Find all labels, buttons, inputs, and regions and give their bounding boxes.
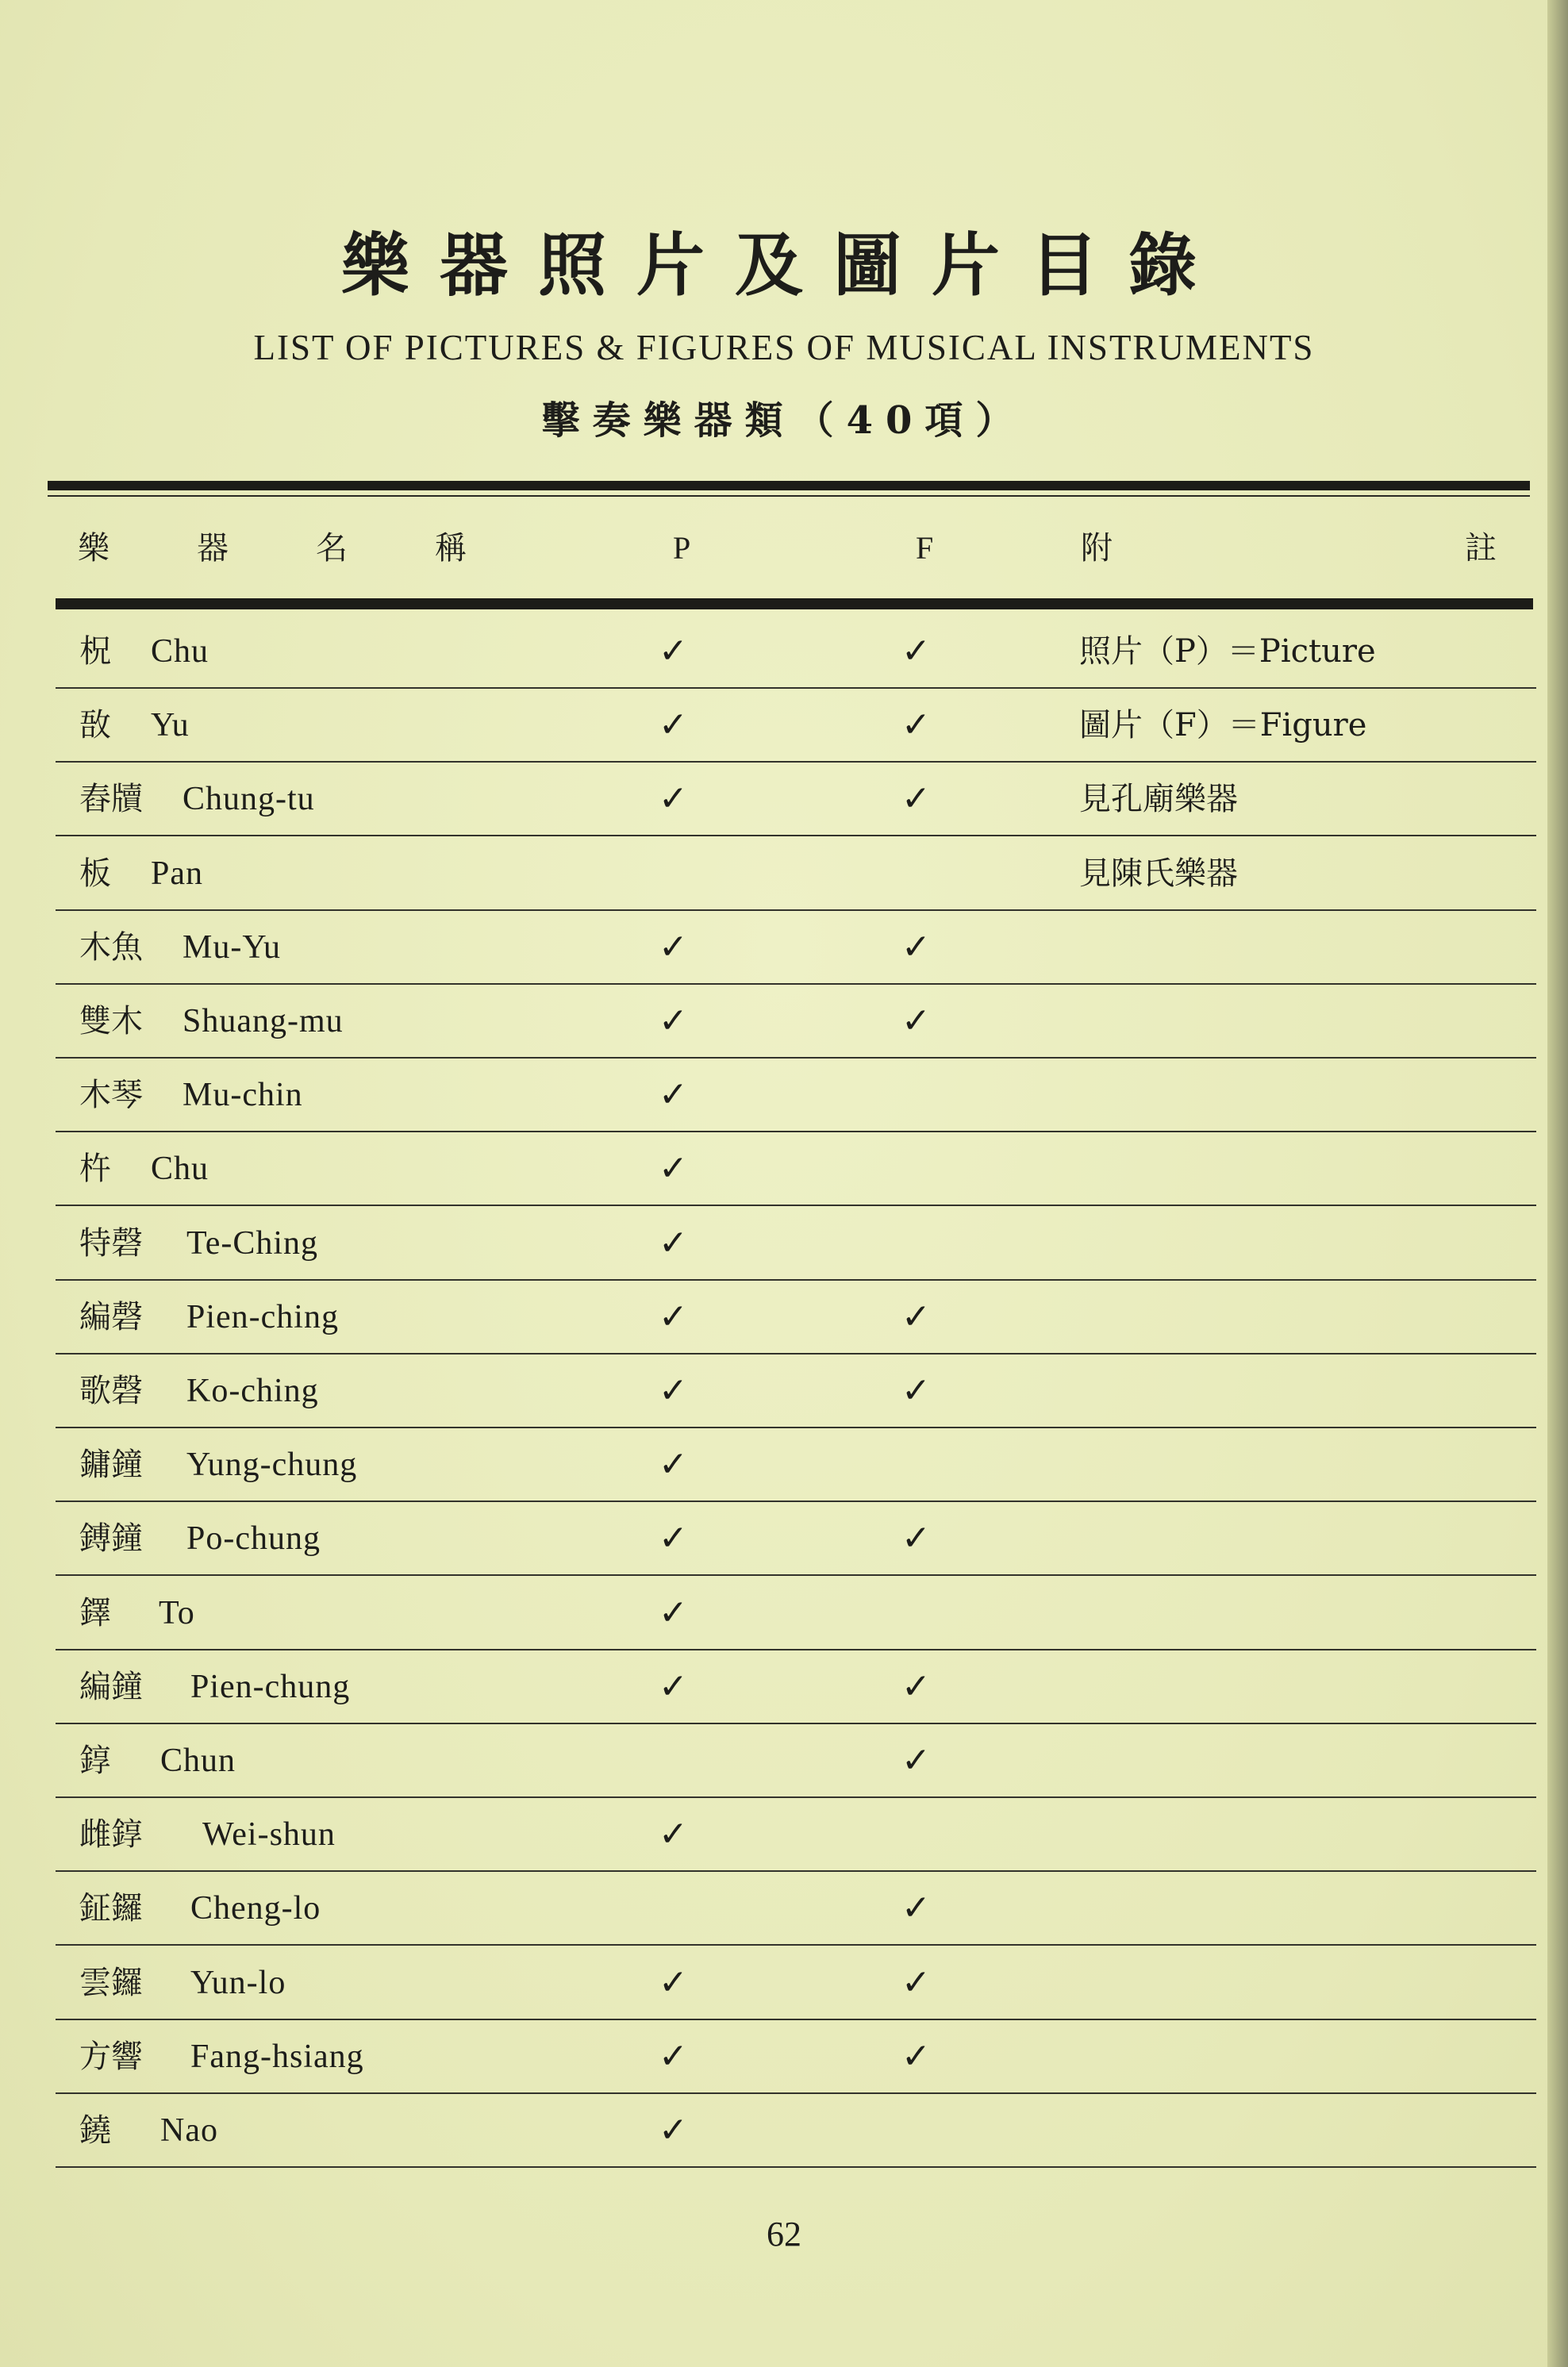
page-title-chinese: 樂器照片及圖片目錄 bbox=[341, 225, 1227, 305]
page-number: 62 bbox=[767, 2215, 801, 2254]
picture-check-mark: ✓ bbox=[659, 1001, 688, 1041]
table-row bbox=[56, 1577, 1536, 1650]
picture-check-mark: ✓ bbox=[659, 1962, 688, 2003]
figure-check-mark: ✓ bbox=[901, 926, 931, 967]
figure-check-mark: ✓ bbox=[901, 631, 931, 671]
instrument-name-chinese: 鐸 bbox=[79, 1594, 111, 1631]
instrument-name-romanized: Yu bbox=[151, 707, 190, 744]
instrument-name-chinese: 鎛鐘 bbox=[79, 1520, 143, 1558]
instrument-name-romanized: Shuang-mu bbox=[183, 1003, 344, 1039]
picture-check-mark: ✓ bbox=[659, 1518, 688, 1559]
instrument-name-romanized: Nao bbox=[160, 2112, 218, 2149]
instrument-name-romanized: Te-Ching bbox=[186, 1224, 319, 1262]
header-name: 樂器名稱 bbox=[78, 530, 554, 567]
instrument-name-chinese: 雲鑼 bbox=[79, 1964, 143, 2001]
picture-check-mark: ✓ bbox=[659, 1222, 688, 1263]
row-note: 見孔廟樂器 bbox=[1079, 781, 1238, 818]
picture-check-mark: ✓ bbox=[659, 1074, 688, 1116]
instrument-name-chinese: 敔 bbox=[79, 707, 111, 744]
table-row bbox=[56, 763, 1536, 836]
instrument-name-romanized: Mu-chin bbox=[183, 1077, 303, 1114]
table-row bbox=[56, 1207, 1536, 1281]
picture-check-mark: ✓ bbox=[659, 1148, 688, 1189]
row-divider bbox=[56, 2166, 1536, 2168]
table-row bbox=[56, 1059, 1536, 1132]
figure-check-mark: ✓ bbox=[901, 1962, 931, 2003]
figure-check-mark: ✓ bbox=[901, 778, 931, 820]
table-row bbox=[56, 615, 1536, 689]
table-row bbox=[56, 985, 1536, 1059]
picture-check-mark: ✓ bbox=[659, 2110, 688, 2150]
row-note: 照片（P）＝Picture bbox=[1079, 633, 1376, 670]
instrument-name-romanized: Yun-lo bbox=[190, 1964, 286, 2001]
table-row bbox=[56, 689, 1536, 763]
instrument-name-chinese: 鏞鐘 bbox=[79, 1447, 143, 1484]
instrument-name-romanized: Ko-ching bbox=[186, 1373, 319, 1409]
table-row bbox=[56, 1798, 1536, 1872]
picture-check-mark: ✓ bbox=[659, 926, 688, 967]
table-row bbox=[56, 1502, 1536, 1576]
header-notes-1: 附 bbox=[1081, 530, 1113, 567]
table-row bbox=[56, 1354, 1536, 1428]
instrument-name-chinese: 鉦鑼 bbox=[79, 1890, 143, 1927]
instrument-name-romanized: Chun bbox=[160, 1743, 236, 1779]
instrument-name-chinese: 雌錞 bbox=[79, 1816, 143, 1854]
instrument-name-chinese: 雙木 bbox=[79, 1003, 143, 1039]
table-row bbox=[56, 1724, 1536, 1798]
picture-check-mark: ✓ bbox=[659, 1444, 688, 1485]
picture-check-mark: ✓ bbox=[659, 778, 688, 820]
table-row bbox=[56, 1132, 1536, 1206]
instrument-name-romanized: Pan bbox=[151, 855, 203, 892]
section-subtitle: 擊奏樂器類（40項） bbox=[541, 398, 1027, 443]
figure-check-mark: ✓ bbox=[901, 2035, 931, 2077]
instrument-name-romanized: Pien-chung bbox=[190, 1668, 351, 1705]
table-row bbox=[56, 1946, 1536, 2020]
instrument-name-chinese: 歌磬 bbox=[79, 1373, 143, 1409]
instrument-name-romanized: Cheng-lo bbox=[190, 1890, 321, 1927]
header-picture: P bbox=[673, 530, 691, 566]
instrument-name-romanized: Chung-tu bbox=[183, 781, 315, 818]
row-note: 見陳氏樂器 bbox=[1079, 855, 1238, 892]
instrument-name-chinese: 柷 bbox=[79, 633, 111, 670]
header-notes-2: 註 bbox=[1465, 530, 1497, 567]
instrument-name-chinese: 方響 bbox=[79, 2038, 143, 2075]
figure-check-mark: ✓ bbox=[901, 1518, 931, 1559]
figure-check-mark: ✓ bbox=[901, 705, 931, 746]
instrument-name-chinese: 特磬 bbox=[79, 1224, 143, 1262]
table-top-rule bbox=[48, 481, 1530, 490]
picture-check-mark: ✓ bbox=[659, 1370, 688, 1411]
figure-check-mark: ✓ bbox=[901, 1370, 931, 1411]
row-note: 圖片（F）＝Figure bbox=[1079, 707, 1367, 744]
picture-check-mark: ✓ bbox=[659, 631, 688, 671]
picture-check-mark: ✓ bbox=[659, 1296, 688, 1337]
instrument-name-romanized: Mu-Yu bbox=[183, 928, 282, 966]
figure-check-mark: ✓ bbox=[901, 1001, 931, 1041]
instrument-name-romanized: Chu bbox=[151, 1151, 209, 1188]
table-row bbox=[56, 1650, 1536, 1724]
figure-check-mark: ✓ bbox=[901, 1740, 931, 1781]
table-row bbox=[56, 837, 1536, 911]
picture-check-mark: ✓ bbox=[659, 1666, 688, 1707]
picture-check-mark: ✓ bbox=[659, 705, 688, 746]
table-row bbox=[56, 1872, 1536, 1946]
table-top-rule-thin bbox=[48, 495, 1530, 497]
picture-check-mark: ✓ bbox=[659, 1592, 688, 1633]
instrument-name-chinese: 木魚 bbox=[79, 928, 143, 966]
instrument-name-romanized: Po-chung bbox=[186, 1520, 321, 1558]
figure-check-mark: ✓ bbox=[901, 1666, 931, 1707]
instrument-name-romanized: Pien-ching bbox=[186, 1298, 339, 1335]
instrument-name-chinese: 鐃 bbox=[79, 2112, 111, 2149]
instrument-name-romanized: Yung-chung bbox=[186, 1447, 358, 1484]
figure-check-mark: ✓ bbox=[901, 1296, 931, 1337]
header-figure: F bbox=[916, 530, 934, 566]
table-row bbox=[56, 911, 1536, 985]
instrument-name-romanized: To bbox=[159, 1594, 195, 1631]
table-row bbox=[56, 2020, 1536, 2094]
table-row bbox=[56, 1281, 1536, 1354]
instrument-name-chinese: 錞 bbox=[79, 1743, 111, 1779]
table-header-rule bbox=[56, 598, 1533, 609]
instrument-name-romanized: Chu bbox=[151, 633, 209, 670]
instrument-name-chinese: 木琴 bbox=[79, 1077, 143, 1114]
figure-check-mark: ✓ bbox=[901, 1888, 931, 1929]
instrument-name-chinese: 編鐘 bbox=[79, 1668, 143, 1705]
table-row bbox=[56, 2094, 1536, 2168]
table-row bbox=[56, 1428, 1536, 1502]
page-title-english: LIST OF PICTURES & FIGURES OF MUSICAL INSTRUMENTS bbox=[253, 328, 1315, 367]
instrument-name-chinese: 舂牘 bbox=[79, 781, 143, 818]
instrument-name-chinese: 編磬 bbox=[79, 1298, 143, 1335]
instrument-name-romanized: Wei-shun bbox=[202, 1816, 336, 1854]
picture-check-mark: ✓ bbox=[659, 1814, 688, 1855]
instrument-name-chinese: 杵 bbox=[79, 1151, 111, 1188]
picture-check-mark: ✓ bbox=[659, 2035, 688, 2077]
instrument-name-romanized: Fang-hsiang bbox=[190, 2038, 364, 2075]
instrument-name-chinese: 板 bbox=[79, 855, 111, 892]
